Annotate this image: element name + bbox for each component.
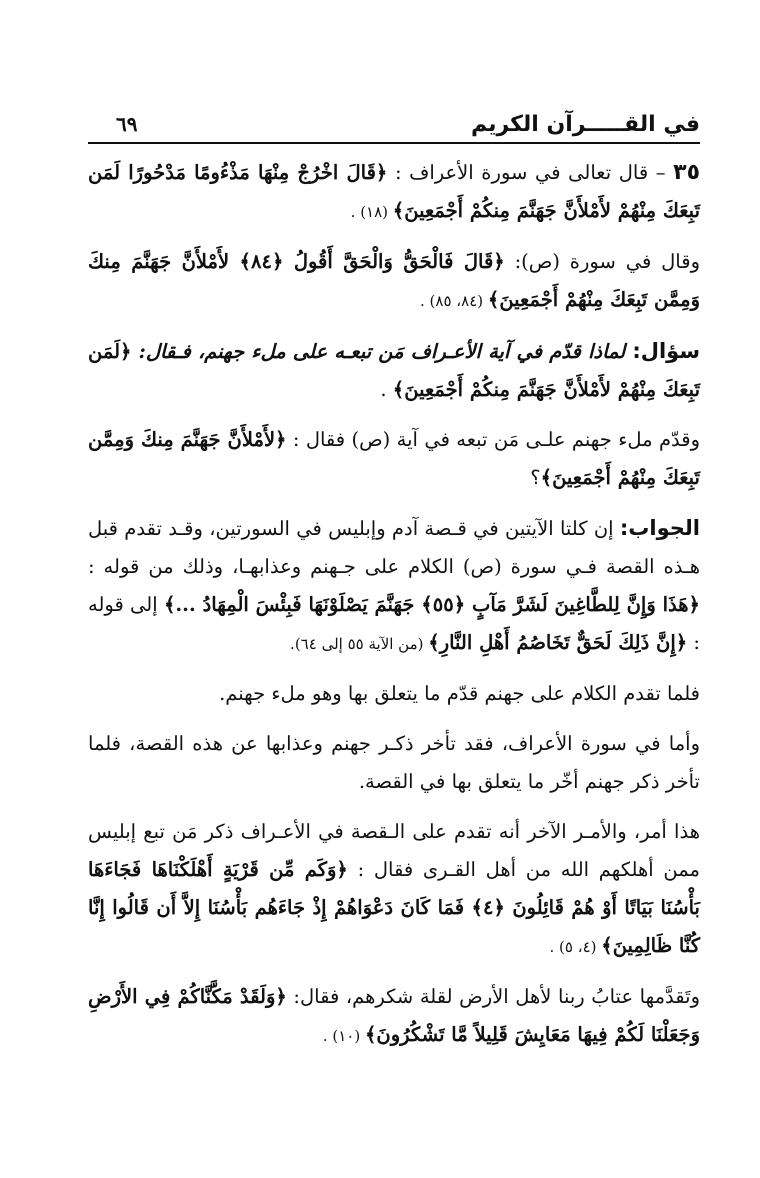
paragraph-sad-verse (88, 243, 700, 320)
paragraph-question-continued (88, 421, 700, 497)
paragraph-end: . (380, 378, 393, 401)
page-number: ٦٩ (116, 112, 138, 136)
paragraph-answer (88, 509, 700, 663)
quran-verse: ﴿وَلَقَدْ مَكَّنَّاكُمْ فِي الأَرْضِ وَجَعَلْنَا لَكُمْ فِيهَا مَعَايِشَ قَلِيلاً مَّا تَشْكُرُونَ﴾ (88, 985, 700, 1046)
paragraph-conclusion-araf (88, 725, 700, 801)
quran-verse: ﴿لَمَن تَبِعَكَ مِنْهُمْ لأَمْلأَنَّ جَهَنَّمَ مِنكُمْ أَجْمَعِينَ﴾ (88, 340, 700, 401)
page-body (88, 144, 700, 1055)
item-number: ٣٥ (673, 160, 701, 185)
paragraph-text: وأما في سورة الأعراف، فقد تأخر ذكـر جهنم وعذابها عن هذه القصة، فلما تأخر ذكر جهنم أخّر ما يتعلق بها في القصة. (88, 732, 700, 793)
paragraph-rebuke (88, 978, 700, 1055)
quran-verse: ﴿قَالَ اخْرُجْ مِنْهَا مَذْءُومًا مَدْحُورًا لَمَن تَبِعَكَ مِنْهُمْ لأَمْلأَنَّ جَهَنَّمَ مِنكُمْ أَجْمَعِينَ﴾ (88, 161, 700, 222)
question-label: سؤال: (632, 339, 700, 363)
book-page (88, 108, 700, 1148)
question-text: لماذا قدّم في آية الأعـراف مَن تبعـه على ملء جهنم، فـقال: (131, 340, 633, 363)
quran-verse: ﴿وَكَم مِّن قَرْيَةٍ أَهْلَكْنَاهَا فَجَاءَهَا بَأْسُنَا بَيَاتًا أَوْ هُمْ قَائِلُونَ ﴿٤﴾ فَمَا كَانَ دَعْوَاهُمْ إِذْ جَاءَهُم بَأْسُنَا إِلاَّ أَن قَالُوا إِنَّا كُنَّا ظَالِمِينَ﴾ (88, 858, 700, 957)
paragraph-end: ؟ (530, 466, 541, 489)
paragraph-text: هذا أمر، والأمـر الآخر أنه تقدم على الـقصة في الأعـراف ذكر مَن تبع إبليس ممن أهلكهم الله من أهل القـرى فقال : (88, 820, 700, 881)
paragraph-text: فلما تقدم الكلام على جهنم قدّم ما يتعلق بها وهو ملء جهنم. (219, 682, 700, 705)
quran-verse: ﴿إِنَّ ذَلِكَ لَحَقٌّ تَخَاصُمُ أَهْلِ النَّارِ﴾ (428, 631, 688, 654)
verse-reference: (١٨) . (350, 203, 393, 221)
paragraph-conclusion-sad (88, 675, 700, 713)
paragraph-text: وتَقدَّمها عتابُ ربنا لأهل الأرض لقلة شكرهم، فقال: (286, 985, 700, 1008)
paragraph-second-reason (88, 813, 700, 966)
quran-verse: ﴿لأَمْلأَنَّ جَهَنَّمَ مِنكَ وَمِمَّن تَبِعَكَ مِنْهُمْ أَجْمَعِينَ﴾ (88, 428, 700, 489)
verse-reference: (من الآية ٥٥ إلى ٦٤). (290, 635, 429, 653)
paragraph-text-mid: إلى قوله : (88, 593, 700, 654)
verse-reference: (٤، ٥) . (549, 938, 602, 956)
paragraph-text: إن كلتا الآيتين في قـصة آدم وإبليس في السورتين، وقـد تقدم قبل هـذه القصة فـي سورة (ص) الكلام على جـهنم وعذابهـا، وذلك من قوله : (88, 517, 700, 578)
running-title: في القـــــرآن الكريم (470, 112, 700, 137)
page-header (88, 108, 700, 144)
quran-verse: ﴿هَذَا وَإِنَّ لِلطَّاغِينَ لَشَرَّ مَآبٍ ﴿٥٥﴾ جَهَنَّمَ يَصْلَوْنَهَا فَبِئْسَ الْمِهَادُ ...﴾ (163, 593, 700, 616)
paragraph-al-araf-verse (88, 154, 700, 231)
paragraph-text: – قال تعالى في سورة الأعراف : (387, 161, 674, 184)
paragraph-text: وقال في سورة (ص): (504, 250, 700, 273)
verse-reference: (١٠) . (322, 1027, 365, 1045)
paragraph-question (88, 332, 700, 409)
paragraph-text: وقدّم ملء جهنم علـى مَن تبعه في آية (ص) فقال : (286, 428, 700, 451)
answer-label: الجواب: (619, 516, 700, 540)
quran-verse: ﴿قَالَ فَالْحَقُّ وَالْحَقَّ أَقُولُ ﴿٨٤﴾ لأَمْلأَنَّ جَهَنَّمَ مِنكَ وَمِمَّن تَبِعَكَ مِنْهُمْ أَجْمَعِينَ﴾ (88, 250, 700, 311)
verse-reference: (٨٤، ٨٥) . (420, 292, 488, 310)
